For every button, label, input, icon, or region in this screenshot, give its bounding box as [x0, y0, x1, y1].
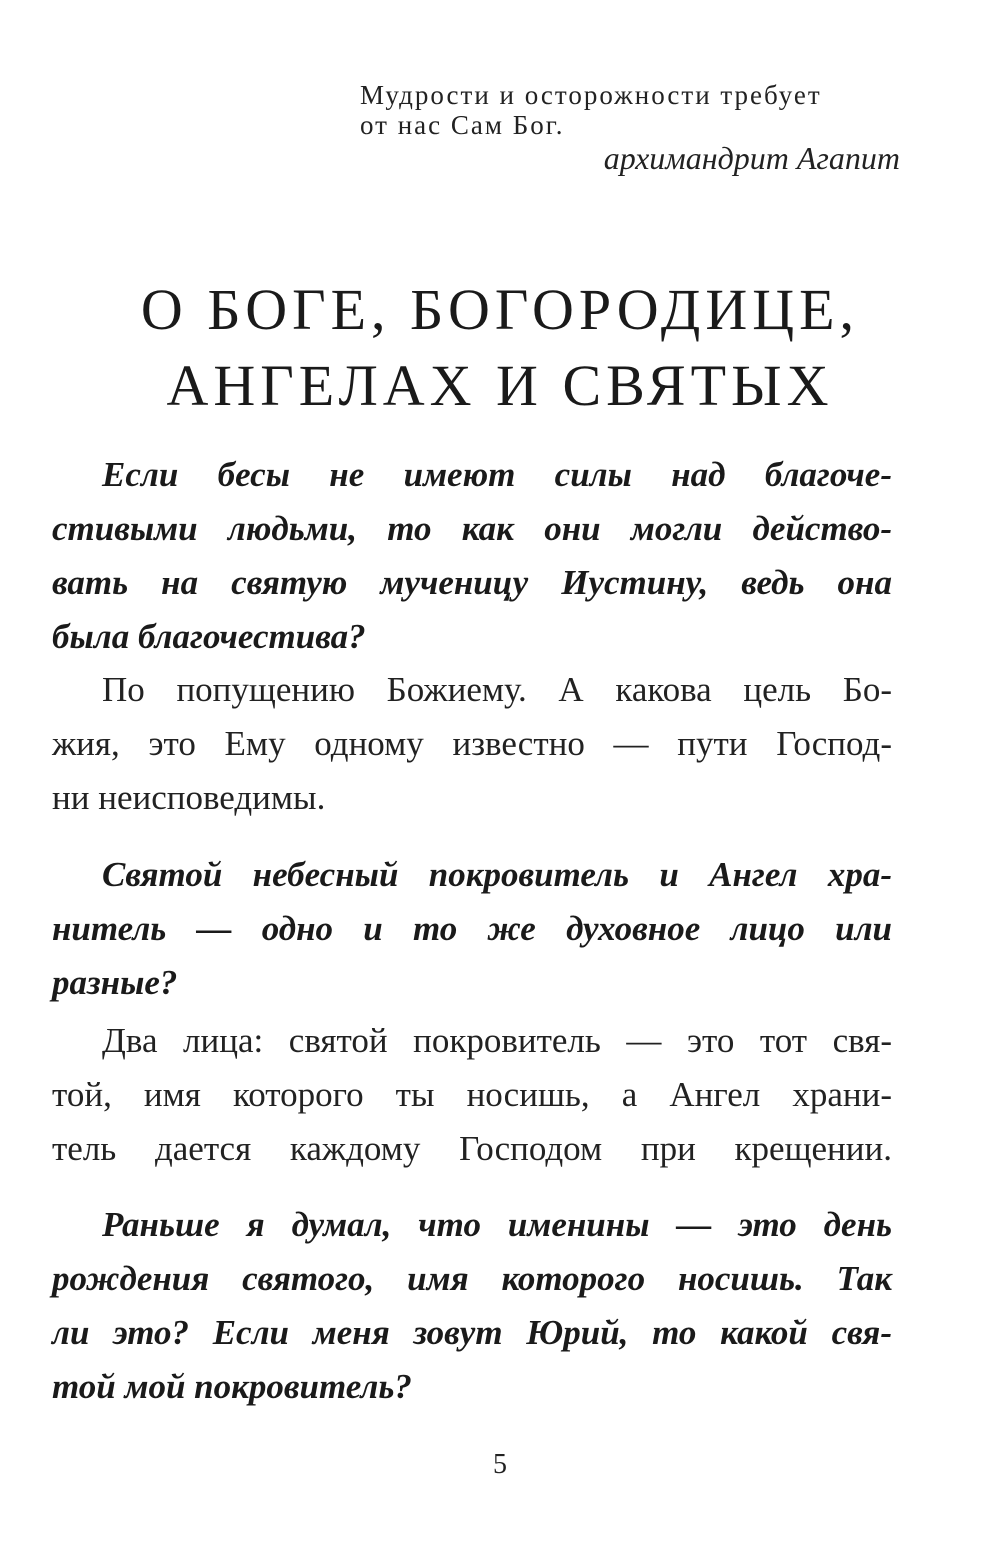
text-line: ли это? Если меня зовут Юрий, то какой свя- [52, 1313, 892, 1352]
text-line: Раньше я думал, что именины — это день [102, 1205, 892, 1244]
text-line: жия, это Ему одному известно — пути Господ- [52, 724, 892, 763]
text-line: разные? [52, 963, 178, 1002]
chapter-title-line: О БОГЕ, БОГОРОДИЦЕ, [140, 277, 860, 342]
epigraph-line: Мудрости и осторожности требует [360, 80, 822, 110]
text-line: вать на святую мученицу Иустину, ведь она [52, 563, 892, 602]
text-line: тель дается каждому Господом при крещении. [52, 1129, 892, 1168]
epigraph-author: архимандрит Агапит [603, 140, 900, 176]
text-line: Если бесы не имеют силы над благоче- [102, 455, 892, 494]
answer-paragraph [52, 1014, 892, 1176]
answer-paragraph [52, 663, 892, 825]
text-line: Два лица: святой покровитель — это тот свя- [102, 1021, 892, 1060]
text-line: ни неисповедимы. [52, 778, 326, 817]
text-line: Святой небесный покровитель и Ангел хра- [102, 855, 892, 894]
chapter-title [0, 272, 1000, 424]
epigraph-line: от нас Сам Бог. [360, 110, 565, 140]
epigraph [360, 80, 900, 140]
question-paragraph [52, 448, 892, 664]
page-number: 5 [493, 1449, 507, 1480]
text-line: нитель — одно и то же духовное лицо или [52, 909, 892, 948]
chapter-title-line: АНГЕЛАХ И СВЯТЫХ [166, 353, 834, 418]
text-line: той мой покровитель? [52, 1367, 412, 1406]
text-line: По попущению Божиему. А какова цель Бо- [102, 670, 892, 709]
text-line: была благочестива? [52, 617, 366, 656]
text-line: той, имя которого ты носишь, а Ангел храни- [52, 1075, 892, 1114]
text-line: стивыми людьми, то как они могли действо- [52, 509, 892, 548]
question-paragraph [52, 848, 892, 1010]
text-line: рождения святого, имя которого носишь. Так [52, 1259, 892, 1298]
question-paragraph [52, 1198, 892, 1414]
